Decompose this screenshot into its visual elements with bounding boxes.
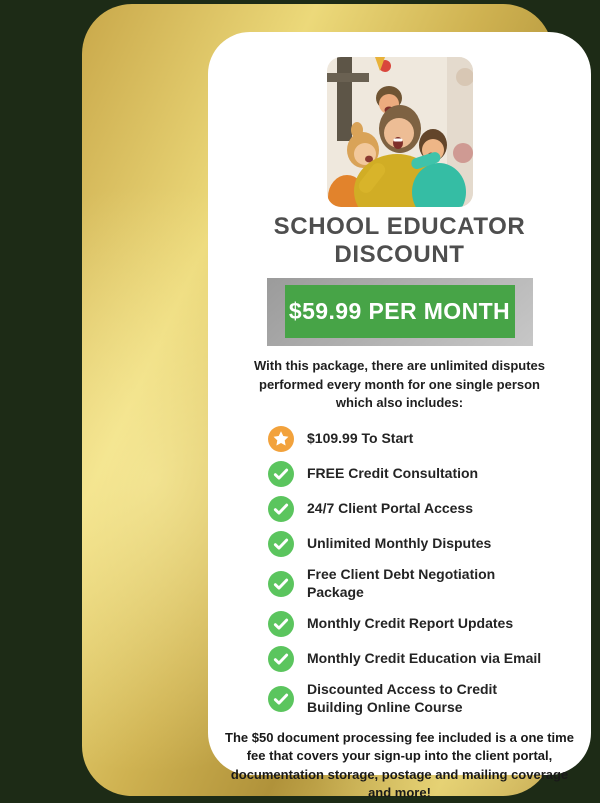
- photo-illustration: [327, 57, 473, 207]
- intro-text: With this package, there are unlimited disputes performed every month for one single person which also includes:: [253, 357, 545, 411]
- price-banner-backdrop: [267, 278, 533, 346]
- feature-label: Unlimited Monthly Disputes: [307, 535, 492, 552]
- feature-item: [268, 681, 558, 717]
- feature-label: Monthly Credit Education via Email: [307, 650, 542, 667]
- feature-item: [268, 496, 558, 522]
- feature-label: 24/7 Client Portal Access: [307, 500, 474, 517]
- check-icon: [268, 531, 294, 557]
- feature-label: Discounted Access to Credit Building Online Course: [307, 681, 498, 715]
- photo: [327, 57, 473, 207]
- page-title: SCHOOL EDUCATOR DISCOUNT: [273, 213, 526, 268]
- feature-label: Monthly Credit Report Updates: [307, 615, 514, 632]
- feature-item: [268, 461, 558, 487]
- check-icon: [268, 496, 294, 522]
- feature-item: [268, 646, 558, 672]
- feature-item: [268, 531, 558, 557]
- feature-item: [268, 426, 558, 452]
- check-icon: [268, 686, 294, 712]
- white-card: [208, 32, 591, 801]
- check-icon: [268, 461, 294, 487]
- feature-label: Free Client Debt Negotiation Package: [307, 566, 496, 601]
- check-icon: [268, 611, 294, 637]
- gold-frame: [82, 4, 574, 801]
- price-banner: $59.99 PER MONTH: [285, 285, 515, 338]
- feature-item: [268, 566, 558, 602]
- check-icon: [268, 646, 294, 672]
- features-list: [268, 426, 558, 717]
- check-icon: [268, 571, 294, 597]
- footer-note: The $50 document processing fee included is a one time fee that covers your sign-up into the client portal, documentation storage, postage and mailing coverage and more!: [225, 729, 574, 801]
- feature-item: [268, 611, 558, 637]
- star-icon: [268, 426, 294, 452]
- feature-label: $109.99 To Start: [307, 430, 414, 447]
- feature-label: FREE Credit Consultation: [307, 465, 479, 482]
